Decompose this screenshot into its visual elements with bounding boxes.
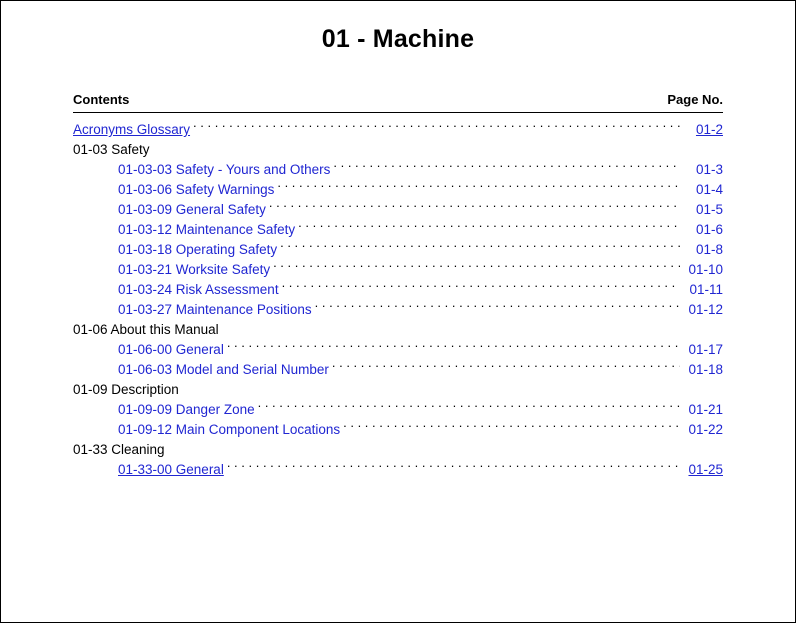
toc-entry-link[interactable] bbox=[73, 300, 723, 320]
toc-header bbox=[73, 92, 723, 112]
toc-entry-page-number: 01-2 bbox=[695, 122, 723, 137]
page-title: 01 - Machine bbox=[321, 25, 475, 53]
toc-entry-label: 01-03-18 Operating Safety bbox=[118, 242, 278, 257]
toc-leader-dots bbox=[227, 340, 680, 354]
toc-entry-label: 01-03-27 Maintenance Positions bbox=[118, 302, 312, 317]
toc-entry-link[interactable] bbox=[73, 340, 723, 360]
toc-leader-dots bbox=[280, 240, 680, 254]
toc-entry-page-number: 01-25 bbox=[688, 462, 723, 477]
toc-entry-label: 01-06-00 General bbox=[118, 342, 224, 357]
toc-entry-page-number: 01-3 bbox=[695, 162, 723, 177]
toc-entry-page-number: 01-21 bbox=[688, 402, 723, 417]
toc-entry-page-number: 01-5 bbox=[695, 202, 723, 217]
toc-entry-section bbox=[73, 440, 723, 460]
toc-entry-page-number: 01-18 bbox=[688, 362, 723, 377]
toc-leader-dots bbox=[193, 120, 680, 134]
toc-entry-label: 01-03-09 General Safety bbox=[118, 202, 266, 217]
page-no-label: Page No. bbox=[667, 92, 723, 107]
toc-entry-link[interactable] bbox=[73, 420, 723, 440]
toc-entry-label: 01-09-12 Main Component Locations bbox=[118, 422, 341, 437]
toc-entry-label: 01-06-03 Model and Serial Number bbox=[118, 362, 329, 377]
toc-entry-page-number: 01-8 bbox=[695, 242, 723, 257]
toc-entry-section bbox=[73, 320, 723, 340]
toc-entry-list bbox=[73, 120, 723, 480]
toc-leader-dots bbox=[343, 420, 680, 434]
toc-entry-label: Acronyms Glossary bbox=[73, 122, 191, 137]
toc-entry-section bbox=[73, 140, 723, 160]
toc-leader-dots bbox=[282, 280, 680, 294]
toc-entry-link[interactable] bbox=[73, 160, 723, 180]
toc-entry-link[interactable] bbox=[73, 180, 723, 200]
contents-label: Contents bbox=[73, 92, 130, 107]
toc-leader-dots bbox=[227, 460, 680, 474]
toc-leader-dots bbox=[269, 200, 680, 214]
toc-entry-link[interactable] bbox=[73, 400, 723, 420]
toc-entry-page-number: 01-22 bbox=[688, 422, 723, 437]
header-divider bbox=[73, 112, 723, 113]
toc-entry-label: 01-03-21 Worksite Safety bbox=[118, 262, 271, 277]
toc-leader-dots bbox=[315, 300, 680, 314]
toc-leader-dots bbox=[333, 160, 680, 174]
toc-entry-link[interactable] bbox=[73, 200, 723, 220]
toc-entry-page-number: 01-6 bbox=[695, 222, 723, 237]
toc-entry-page-number: 01-17 bbox=[688, 342, 723, 357]
toc-entry-link[interactable] bbox=[73, 260, 723, 280]
toc-entry-link[interactable] bbox=[73, 240, 723, 260]
toc-entry-label: 01-33 Cleaning bbox=[73, 442, 165, 457]
toc-entry-page-number: 01-10 bbox=[688, 262, 723, 277]
toc-entry-label: 01-06 About this Manual bbox=[73, 322, 219, 337]
toc-entry-label: 01-09-09 Danger Zone bbox=[118, 402, 255, 417]
toc-entry-label: 01-03-24 Risk Assessment bbox=[118, 282, 279, 297]
toc-entry-label: 01-03 Safety bbox=[73, 142, 150, 157]
toc-entry-link[interactable] bbox=[73, 360, 723, 380]
toc-entry-link[interactable] bbox=[73, 120, 723, 140]
toc-leader-dots bbox=[273, 260, 680, 274]
toc-entry-label: 01-33-00 General bbox=[118, 462, 224, 477]
toc-entry-page-number: 01-11 bbox=[689, 282, 723, 297]
toc-leader-dots bbox=[298, 220, 680, 234]
toc-entry-page-number: 01-12 bbox=[688, 302, 723, 317]
toc-leader-dots bbox=[332, 360, 680, 374]
toc-leader-dots bbox=[277, 180, 680, 194]
toc-entry-label: 01-03-03 Safety - Yours and Others bbox=[118, 162, 331, 177]
toc-entry-link[interactable] bbox=[73, 220, 723, 240]
toc-entry-label: 01-03-06 Safety Warnings bbox=[118, 182, 275, 197]
toc-entry-link[interactable] bbox=[73, 460, 723, 480]
toc-entry-link[interactable] bbox=[73, 280, 723, 300]
toc-entry-label: 01-09 Description bbox=[73, 382, 179, 397]
table-of-contents bbox=[73, 92, 723, 480]
toc-leader-dots bbox=[258, 400, 680, 414]
toc-entry-section bbox=[73, 380, 723, 400]
toc-entry-label: 01-03-12 Maintenance Safety bbox=[118, 222, 296, 237]
toc-entry-page-number: 01-4 bbox=[695, 182, 723, 197]
